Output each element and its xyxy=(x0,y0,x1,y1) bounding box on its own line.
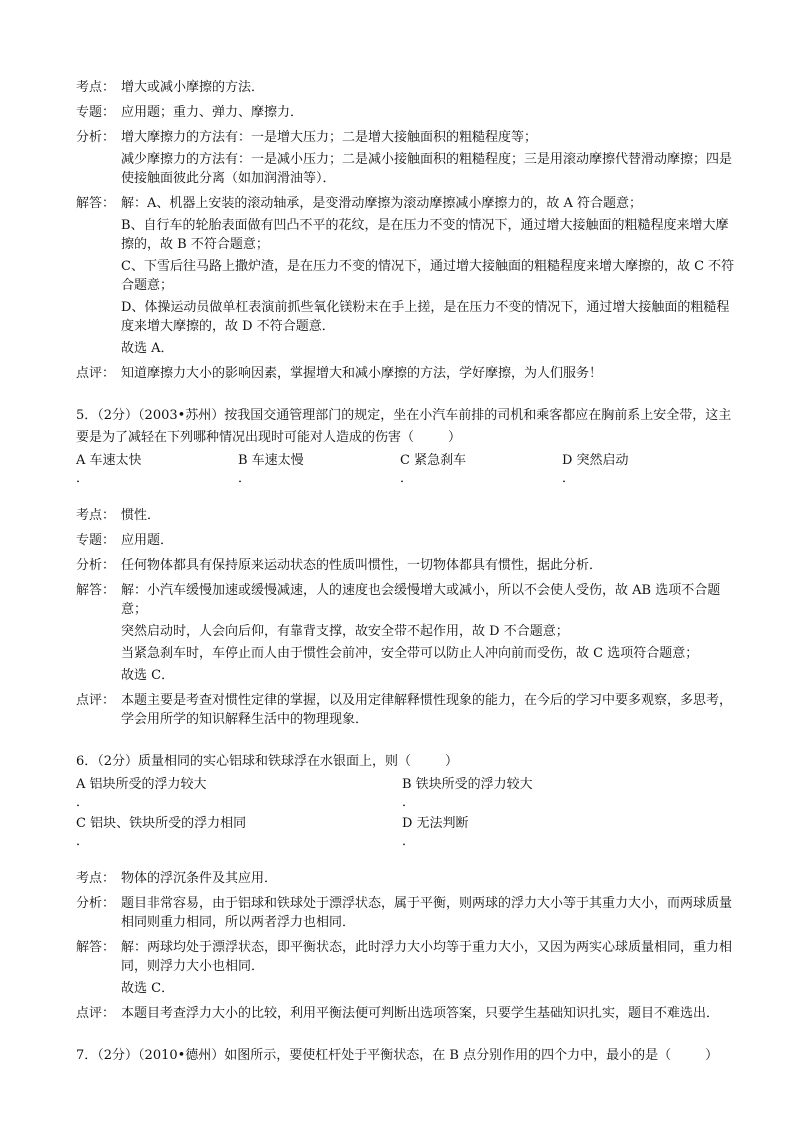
q6-jieda-row xyxy=(76,938,736,1001)
zhuanti-label: 专题： xyxy=(76,533,116,548)
option-a[interactable] xyxy=(76,451,238,490)
q7-stem-tail: ） xyxy=(705,1048,719,1063)
q5-fenxi-row xyxy=(76,556,736,578)
q5-jieda-line: 突然启动时，人会向后仰，有靠背支撑，故安全带不起作用，故 D 不合题意； xyxy=(121,624,569,639)
q4-jieda-row xyxy=(76,194,736,361)
q6-stem-head: 6．（2分）质量相同的实心铝球和铁球浮在水银面上，则（ xyxy=(76,754,412,769)
q5-zhuanti-row xyxy=(76,531,736,553)
option-a-text: A 铝块所受的浮力较大 xyxy=(76,777,207,792)
q5-jieda-row xyxy=(76,581,736,688)
question-5 xyxy=(76,405,736,490)
q4-kaodian-text: 增大或减小摩擦的方法． xyxy=(121,80,265,95)
q7-stem xyxy=(76,1045,736,1067)
q6-kaodian-text: 物体的浮沉条件及其应用． xyxy=(121,871,278,886)
q5-jieda-line: 故选 C． xyxy=(121,668,175,683)
zhuanti-label: 专题： xyxy=(76,105,116,120)
question-6 xyxy=(76,751,736,853)
option-a-text: A 车速太快 xyxy=(76,453,142,468)
q5-analysis xyxy=(76,506,736,732)
option-dot: ． xyxy=(402,795,416,810)
dianping-label: 点评： xyxy=(76,366,116,381)
option-dot: ． xyxy=(402,834,416,849)
option-b[interactable] xyxy=(238,451,400,490)
q4-fenxi-line: 减少摩擦力的方法有：一是减小压力；二是减小接触面积的粗糙程度；三是用滚动摩擦代替滑动摩擦；四是使接触面彼此分离（如加润滑油等）． xyxy=(121,152,733,186)
q5-jieda-line: 解：小汽车缓慢加速或缓慢减速，人的速度也会缓慢增大或减小，所以不会使人受伤，故 AB 选项不合题意； xyxy=(121,583,721,617)
q7-stem-head: 7．（2分）（2010•德州）如图所示，要使杠杆处于平衡状态，在 B 点分别作用的四个力中，最小的是（ xyxy=(76,1048,672,1063)
q6-jieda-line: 故选 C． xyxy=(121,981,175,996)
q5-dianping-text: 本题主要是考查对惯性定律的掌握，以及用定律解释惯性现象的能力，在今后的学习中要多观察，多思考，学会用所学的知识解释生活中的物理现象． xyxy=(121,693,733,727)
q6-options xyxy=(76,775,736,853)
fenxi-label: 分析： xyxy=(76,896,116,911)
q4-jieda-line: B、自行车的轮胎表面做有凹凸不平的花纹，是在压力不变的情况下，通过增大接触面的粗糙程度来增大摩擦的，故 B 不符合题意； xyxy=(121,218,729,252)
option-d-text: D 无法判断 xyxy=(402,816,469,831)
q4-fenxi-line: 增大摩擦力的方法有：一是增大压力；二是增大接触面积的粗糙程度等； xyxy=(121,130,538,145)
q5-zhuanti-text: 应用题． xyxy=(121,533,174,548)
q5-stem-tail: ） xyxy=(448,430,462,445)
question-7 xyxy=(76,1045,736,1067)
dianping-label: 点评： xyxy=(76,693,116,708)
q4-analysis xyxy=(76,78,736,386)
option-c-text: C 铝块、铁块所受的浮力相同 xyxy=(76,816,247,831)
q4-jieda-line: C、下雪后往马路上撒炉渣，是在压力不变的情况下，通过增大接触面的粗糙程度来增大摩擦的，故 C 不符合题意； xyxy=(121,259,735,293)
kaodian-label: 考点： xyxy=(76,508,116,523)
q6-analysis xyxy=(76,869,736,1026)
option-c[interactable] xyxy=(76,814,402,853)
fenxi-label: 分析： xyxy=(76,130,116,145)
option-c[interactable] xyxy=(400,451,562,490)
option-d[interactable] xyxy=(562,451,724,490)
option-c-text: C 紧急刹车 xyxy=(400,453,467,468)
q5-fenxi-text: 任何物体都具有保持原来运动状态的性质叫惯性，一切物体都具有惯性，据此分析． xyxy=(121,558,603,573)
q5-dianping-row xyxy=(76,691,736,732)
q4-jieda-line: 解：A、机器上安装的滚动轴承，是变滑动摩擦为滚动摩擦减小摩擦力的，故 A 符合题意； xyxy=(121,196,643,211)
exam-page xyxy=(76,78,736,1067)
q4-jieda-line: 故选 A． xyxy=(121,341,174,356)
q4-fenxi-row xyxy=(76,128,736,191)
kaodian-label: 考点： xyxy=(76,80,116,95)
option-dot: ． xyxy=(238,471,252,486)
q5-stem-head: 5．（2分）（2003•苏州）按我国交通管理部门的规定，坐在小汽车前排的司机和乘客都应在胸前系上安全带，这主要是为了减轻在下列哪种情况出现时可能对人造成的伤害（ xyxy=(76,408,732,445)
q4-zhuanti-row xyxy=(76,103,736,125)
q6-stem xyxy=(76,751,736,773)
q4-jieda-line: D、体操运动员做单杠表演前抓些氧化镁粉末在手上搓，是在压力不变的情况下，通过增大接触面的粗糙程度来增大摩擦的，故 D 不符合题意． xyxy=(121,300,730,334)
q4-kaodian-row xyxy=(76,78,736,100)
q4-dianping-row xyxy=(76,364,736,386)
jieda-label: 解答： xyxy=(76,583,116,598)
kaodian-label: 考点： xyxy=(76,871,116,886)
option-d[interactable] xyxy=(402,814,728,853)
option-dot: ． xyxy=(562,471,576,486)
q6-jieda-line: 解：两球均处于漂浮状态，即平衡状态，此时浮力大小均等于重力大小，又因为两实心球质量相同，重力相同，则浮力大小也相同． xyxy=(121,940,733,974)
option-dot: ． xyxy=(76,834,90,849)
q5-kaodian-text: 惯性． xyxy=(121,508,161,523)
option-a[interactable] xyxy=(76,775,402,814)
q5-jieda-line: 当紧急刹车时，车停止而人由于惯性会前冲，安全带可以防止人冲向前而受伤，故 C 选项符合题意； xyxy=(121,646,699,661)
q5-stem xyxy=(76,405,736,449)
q6-dianping-row xyxy=(76,1004,736,1026)
option-b-text: B 铁块所受的浮力较大 xyxy=(402,777,533,792)
q6-kaodian-row xyxy=(76,869,736,891)
q6-stem-tail: ） xyxy=(445,754,459,769)
option-b-text: B 车速太慢 xyxy=(238,453,304,468)
q5-kaodian-row xyxy=(76,506,736,528)
option-dot: ． xyxy=(400,471,414,486)
jieda-label: 解答： xyxy=(76,940,116,955)
q6-fenxi-row xyxy=(76,894,736,935)
option-b[interactable] xyxy=(402,775,728,814)
q4-dianping-text: 知道摩擦力大小的影响因素，掌握增大和减小摩擦的方法，学好摩擦，为人们服务！ xyxy=(121,366,603,381)
q6-dianping-text: 本题目考查浮力大小的比较，利用平衡法便可判断出选项答案，只要学生基础知识扎实，题目不难选出． xyxy=(121,1006,720,1021)
jieda-label: 解答： xyxy=(76,196,116,211)
option-dot: ． xyxy=(76,471,90,486)
option-dot: ． xyxy=(76,795,90,810)
option-d-text: D 突然启动 xyxy=(562,453,629,468)
dianping-label: 点评： xyxy=(76,1006,116,1021)
q4-zhuanti-text: 应用题；重力、弹力、摩擦力． xyxy=(121,105,304,120)
fenxi-label: 分析： xyxy=(76,558,116,573)
q5-options xyxy=(76,451,736,490)
q6-fenxi-text: 题目非常容易，由于铝球和铁球处于漂浮状态，属于平衡，则两球的浮力大小等于其重力大小，而两球质量相同则重力相同，所以两者浮力也相同． xyxy=(121,896,733,930)
